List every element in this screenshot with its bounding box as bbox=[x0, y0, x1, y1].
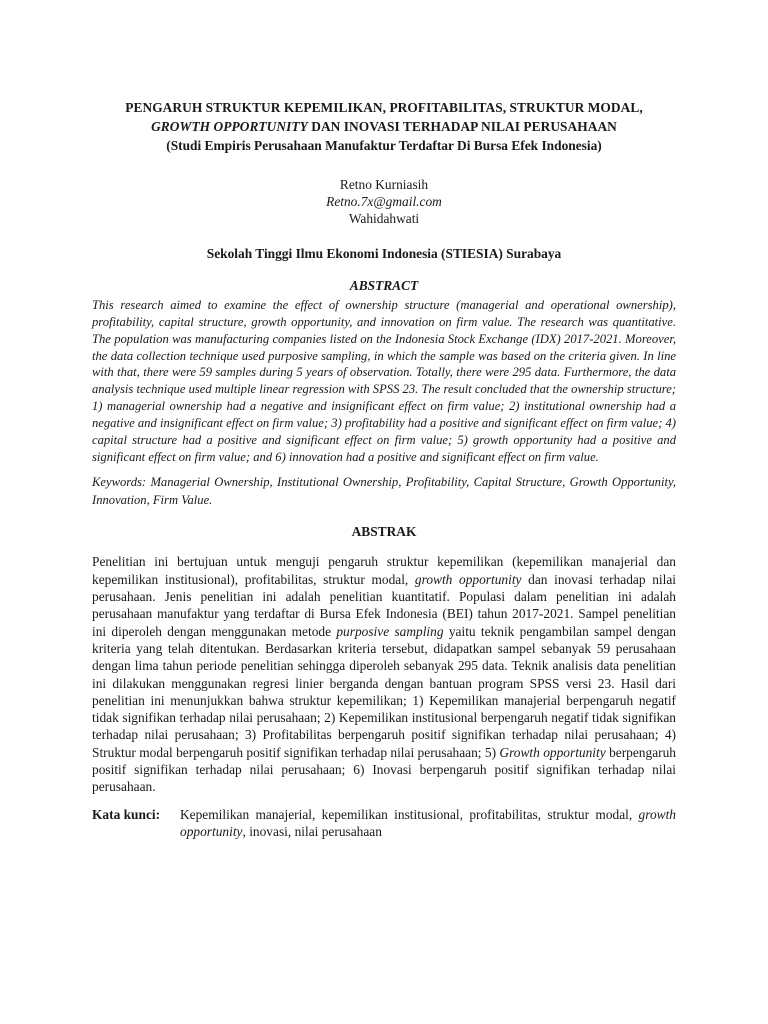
keywords-en: Keywords: Managerial Ownership, Institutional Ownership, Profitability, Capital Structure, Growth Opportunity, Innovation, Firm Value. bbox=[92, 475, 676, 507]
kata-text-1: Kepemilikan manajerial, kepemilikan institusional, profitabilitas, struktur modal, bbox=[180, 806, 639, 822]
kata-kunci-text bbox=[180, 806, 676, 841]
author-email: Retno.7x@gmail.com bbox=[326, 194, 442, 209]
abstrak-em-3: Growth opportunity bbox=[499, 744, 606, 760]
paper-title-italic: GROWTH OPPORTUNITY bbox=[151, 119, 308, 134]
paper-subtitle: (Studi Empiris Perusahaan Manufaktur Terdaftar Di Bursa Efek Indonesia) bbox=[166, 138, 602, 153]
kata-kunci bbox=[92, 806, 676, 841]
paper-title-line-1: PENGARUH STRUKTUR KEPEMILIKAN, PROFITABILITAS, STRUKTUR MODAL, bbox=[125, 100, 643, 115]
abstrak-heading: ABSTRAK bbox=[351, 524, 417, 540]
abstract-heading: ABSTRACT bbox=[349, 278, 419, 293]
abstract-body: This research aimed to examine the effect of ownership structure (managerial and operational ownership), profitability, capital structure, growth opportunity, and innovation on firm value. The research was quantitative. The population was manufacturing companies listed on the Indonesia Stock Exchange (IDX) 2017-2021. Moreover, the data collection technique used purposive sampling, in which the sample was based on the criteria given. In line with that, there were 59 samples during 5 years of observation. Totally, there were 295 data. Furthermore, the data analysis technique used multiple linear regression with SPSS 23. The result concluded that the ownership structure; 1) managerial ownership had a negative and insignificant effect on firm value; 2) institutional ownership had a negative and insignificant effect on firm value; 3) profitability had a positive and significant effect on firm value; 4) capital structure had a positive and significant effect on firm value; 5) growth opportunity had a positive and significant effect on firm value; and 6) innovation had a positive and significant effect on firm value. bbox=[92, 298, 676, 464]
kata-em: growth opportunity bbox=[180, 806, 676, 840]
affiliation: Sekolah Tinggi Ilmu Ekonomi Indonesia (STIESIA) Surabaya bbox=[206, 246, 562, 261]
coauthor-name: Wahidahwati bbox=[348, 211, 420, 226]
abstrak-em-2: purposive sampling bbox=[336, 623, 444, 639]
abstrak-text-1: Penelitian ini bertujuan untuk menguji pengaruh struktur kepemilikan (kepemilikan manajerial dan kepemilikan institusional), profitabilitas, struktur modal, bbox=[92, 554, 676, 587]
paper-page bbox=[92, 98, 676, 841]
abstrak-body bbox=[92, 553, 676, 795]
abstrak-text-2: dan inovasi terhadap nilai perusahaan. Jenis penelitian ini adalah penelitian kuantitatif. Populasi dalam penelitian ini adalah perusahaan manufaktur yang terdaftar di Bursa Efek Indonesia (BEI) tahun 2017-2021. Sampel penelitian ini diperoleh dengan menggunakan metode bbox=[92, 571, 676, 639]
paper-title-rest: DAN INOVASI TERHADAP NILAI PERUSAHAAN bbox=[307, 119, 617, 134]
paper-title-line-2 bbox=[92, 117, 676, 136]
author-name: Retno Kurniasih bbox=[339, 177, 429, 192]
abstrak-text-3: yaitu teknik pengambilan sampel dengan kriteria yang telah ditentukan. Berdasarkan kriteria tersebut, didapatkan sampel sebanyak 59 perusahaan dengan lima tahun periode penelitian sehingga diperoleh sebanyak 295 data. Teknik analisis data penelitian ini dilakukan menggunakan regresi linier berganda dengan bantuan program SPSS versi 23. Hasil dari penelitian ini menunjukkan bahwa struktur kepemilikan; 1) Kepemilikan manajerial berpengaruh negatif tidak signifikan terhadap nilai perusahaan; 2) Kepemilikan institusional berpengaruh negatif tidak signifikan terhadap nilai perusahaan; 3) Profitabilitas berpengaruh positif signifikan terhadap nilai perusahaan; 4) Struktur modal berpengaruh positif signifikan terhadap nilai perusahaan; 5) bbox=[92, 623, 676, 760]
abstrak-text-4: berpengaruh positif signifikan terhadap nilai perusahaan; 6) Inovasi berpengaruh positif signifikan terhadap nilai perusahaan. bbox=[92, 744, 676, 795]
author-block bbox=[92, 176, 676, 227]
kata-text-2: , inovasi, nilai perusahaan bbox=[242, 824, 382, 840]
kata-kunci-label: Kata kunci: bbox=[92, 806, 161, 822]
abstrak-em-1: growth opportunity bbox=[414, 571, 522, 587]
